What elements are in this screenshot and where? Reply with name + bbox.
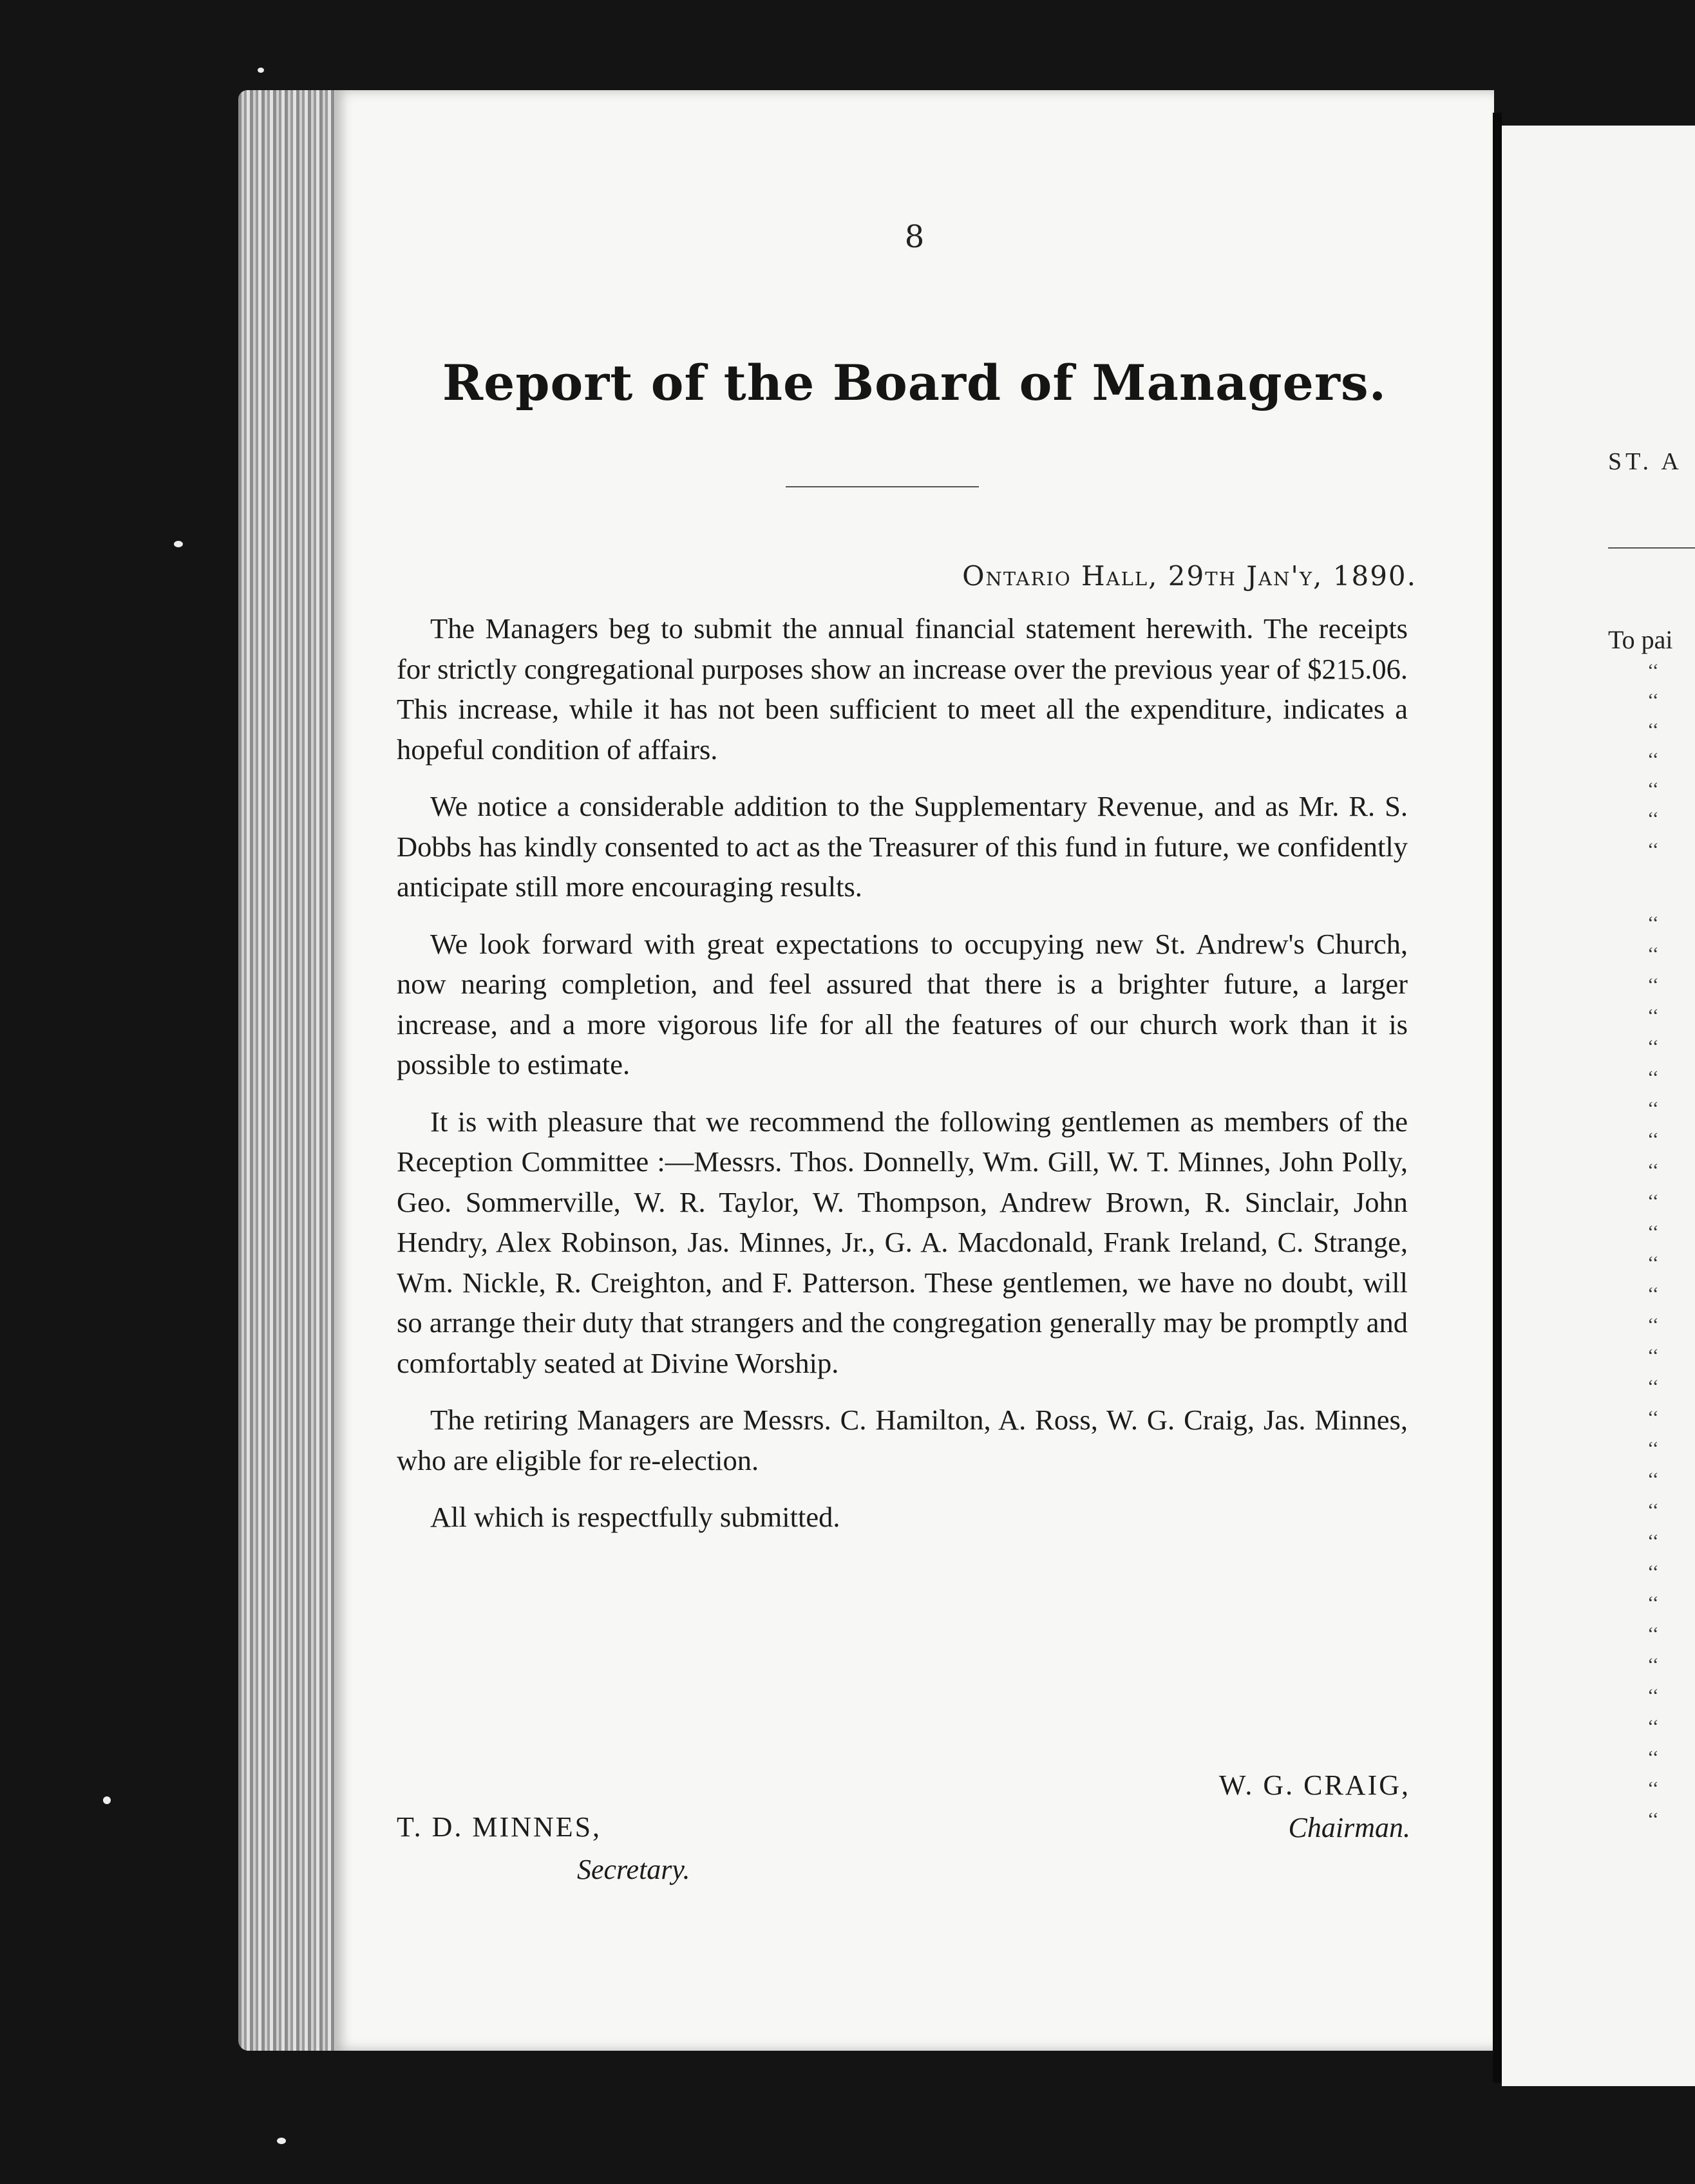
right-page-rule (1608, 547, 1695, 549)
chairman-name: W. G. CRAIG, (1218, 1769, 1410, 1801)
ditto-mark: ‘‘ (1647, 1561, 1659, 1583)
paragraph-retiring-managers: The retiring Managers are Messrs. C. Hamilton, A. Ross, W. G. Craig, Jas. Minnes, who are eligible for re-election. (397, 1404, 1408, 1476)
ditto-mark: ‘‘ (1647, 1160, 1659, 1181)
ditto-mark: ‘‘ (1647, 1685, 1659, 1706)
ditto-mark: ‘‘ (1647, 1005, 1659, 1026)
dust-speck (174, 541, 183, 547)
dateline: Ontario Hall, 29th Jan'y, 1890. (962, 560, 1417, 592)
book-spine (1493, 113, 1502, 2083)
ditto-mark: ‘‘ (1647, 1747, 1659, 1768)
ditto-mark: ‘‘ (1647, 660, 1659, 681)
ditto-mark: ‘‘ (1647, 808, 1659, 829)
ditto-mark: ‘‘ (1647, 1623, 1659, 1644)
ditto-mark: ‘‘ (1647, 1592, 1659, 1614)
right-page-to-line: To pai (1608, 625, 1673, 654)
secretary-role: Secretary. (577, 1854, 690, 1885)
ditto-mark: ‘‘ (1647, 1778, 1659, 1799)
ditto-mark: ‘‘ (1647, 719, 1659, 740)
paragraph-reception-committee: It is with pleasure that we recommend the following gentlemen as members of the Reception Committee :—Messrs. Thos. Donnelly, Wm. Gill, W. T. Minnes, John Polly, Geo. Sommerville, W. R. Taylor, W. Thompson, Andrew Brown, R. Sinclair, John Hendry, Alex Robinson, Jas. Minnes, Jr., G. A. Macdonald, Frank Ireland, C. Strange, Wm. Nickle, R. Creighton, and F. Patterson. These gentlemen, we have no doubt, will so arrange their duty that strangers and the congregation generally may be promptly and comfortably seated at Divine Worship. (397, 1105, 1408, 1379)
ditto-mark: ‘‘ (1647, 1098, 1659, 1119)
ditto-mark: ‘‘ (1647, 1438, 1659, 1459)
dust-speck (277, 2138, 286, 2144)
secretary-name: T. D. MINNES, (397, 1811, 602, 1843)
chairman-role: Chairman. (1288, 1812, 1410, 1843)
ditto-mark: ‘‘ (1647, 1129, 1659, 1150)
paragraph-revenue: We notice a considerable addition to the Supplementary Revenue, and as Mr. R. S. Dobbs has kindly consented to act as the Treasurer of this fund in future, we confidently anticipate still more encouraging results. (397, 790, 1408, 903)
paragraph-financial: The Managers beg to submit the annual financial statement herewith. The receipts for strictly congregational purposes show an increase over the previous year of $215.06. This increase, while it has not been sufficient to meet all the expenditure, indicates a hopeful condition of affairs. (397, 612, 1408, 766)
page-edges (238, 90, 341, 2051)
paragraph-church: We look forward with great expectations to occupying new St. Andrew's Church, now nearing completion, and feel assured that there is a brighter future, a larger increase, and a more vigorous life for all the features of our church work than it is possible to estimate. (397, 927, 1408, 1080)
page-title: Report of the Board of Managers. (442, 354, 1387, 411)
ditto-mark: ‘‘ (1647, 1067, 1659, 1088)
ditto-mark: ‘‘ (1647, 1345, 1659, 1366)
report-body (397, 608, 1408, 1554)
ditto-mark: ‘‘ (1647, 912, 1659, 934)
ditto-mark: ‘‘ (1647, 839, 1659, 860)
dust-speck (258, 68, 264, 73)
ditto-mark: ‘‘ (1647, 1191, 1659, 1212)
right-page-header: ST. A (1608, 448, 1683, 475)
ditto-mark: ‘‘ (1647, 1407, 1659, 1428)
ditto-mark: ‘‘ (1647, 1500, 1659, 1521)
title-rule (786, 486, 979, 487)
chairman-signature (1219, 1764, 1410, 1849)
page-number: 8 (904, 219, 925, 255)
ditto-mark: ‘‘ (1647, 1716, 1659, 1737)
ditto-mark: ‘‘ (1647, 1221, 1659, 1243)
ditto-mark: ‘‘ (1647, 1654, 1659, 1675)
ditto-mark: ‘‘ (1647, 1376, 1659, 1397)
ditto-mark: ‘‘ (1647, 1283, 1659, 1304)
ditto-mark: ‘‘ (1647, 749, 1659, 770)
ditto-mark: ‘‘ (1647, 1252, 1659, 1274)
ditto-mark: ‘‘ (1647, 1469, 1659, 1490)
ditto-mark: ‘‘ (1647, 1530, 1659, 1552)
ditto-mark: ‘‘ (1647, 690, 1659, 711)
left-page (335, 90, 1494, 2051)
ditto-mark: ‘‘ (1647, 974, 1659, 995)
right-page (1502, 126, 1695, 2086)
secretary-signature (397, 1806, 690, 1891)
paragraph-closing: All which is respectfully submitted. (430, 1501, 840, 1533)
dust-speck (103, 1796, 111, 1804)
ditto-mark: ‘‘ (1647, 1809, 1659, 1830)
ditto-mark: ‘‘ (1647, 943, 1659, 965)
ditto-mark: ‘‘ (1647, 1036, 1659, 1057)
ditto-mark: ‘‘ (1647, 1314, 1659, 1335)
ditto-mark: ‘‘ (1647, 778, 1659, 800)
